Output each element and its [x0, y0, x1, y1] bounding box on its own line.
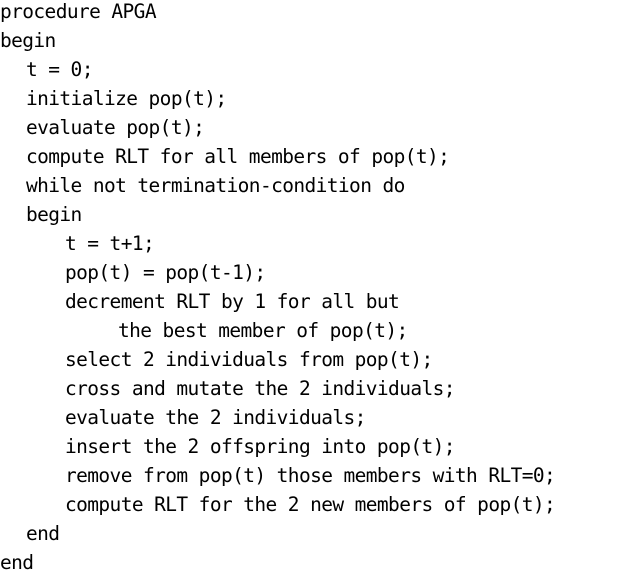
code-line-decrement-rlt-cont: the best member of pop(t);: [118, 319, 408, 342]
code-line-copy-pop: pop(t) = pop(t-1);: [65, 261, 266, 284]
end-keyword: end: [0, 551, 34, 574]
code-line-remove: remove from pop(t) those members with RLT=0;: [65, 464, 556, 487]
code-line-evaluate: evaluate pop(t);: [26, 116, 205, 139]
code-line-compute-rlt-new: compute RLT for the 2 new members of pop(t);: [65, 493, 556, 516]
begin-keyword: begin: [0, 29, 56, 52]
code-line-t-init: t = 0;: [26, 58, 93, 81]
loop-end-keyword: end: [26, 522, 60, 545]
code-line-initialize: initialize pop(t);: [26, 87, 227, 110]
loop-begin-keyword: begin: [26, 203, 82, 226]
code-line-while: while not termination-condition do: [26, 174, 405, 197]
code-line-insert: insert the 2 offspring into pop(t);: [65, 435, 455, 458]
code-line-select: select 2 individuals from pop(t);: [65, 348, 433, 371]
code-line-decrement-rlt: decrement RLT by 1 for all but: [65, 290, 400, 313]
code-line-compute-rlt: compute RLT for all members of pop(t);: [26, 145, 450, 168]
code-line-cross-mutate: cross and mutate the 2 individuals;: [65, 377, 455, 400]
procedure-header: procedure APGA: [0, 0, 156, 23]
code-line-evaluate-2: evaluate the 2 individuals;: [65, 406, 366, 429]
code-line-increment-t: t = t+1;: [65, 232, 155, 255]
